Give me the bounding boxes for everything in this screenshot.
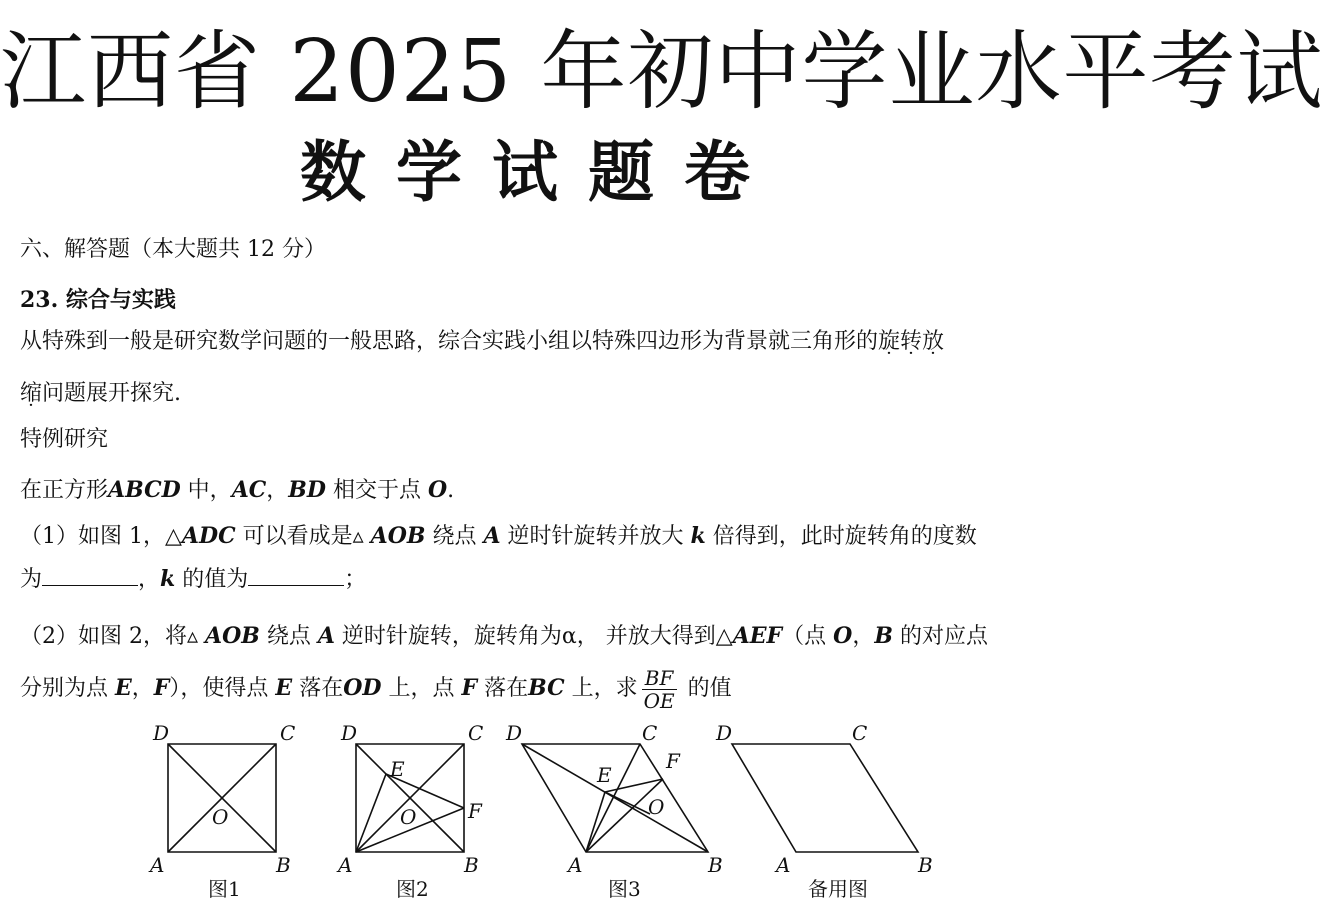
caption-fig1: 图1 xyxy=(208,877,241,901)
math-var: O xyxy=(833,623,853,649)
label-e: E xyxy=(597,763,612,787)
math-var: A xyxy=(317,623,335,649)
diagonal-ac xyxy=(586,744,640,852)
label-d: D xyxy=(716,721,733,745)
label-o: O xyxy=(212,805,229,829)
label-a: A xyxy=(568,853,583,877)
fraction-numerator: BF xyxy=(642,667,677,690)
label-c: C xyxy=(852,721,868,745)
figures-row xyxy=(0,716,1080,924)
text: （2）如图 2，将▵ xyxy=(20,624,206,649)
math-var: k xyxy=(160,566,176,592)
label-c: C xyxy=(280,721,296,745)
text: 分别为点 xyxy=(20,676,115,701)
math-var: B xyxy=(874,623,893,649)
question-title: 23. 综合与实践 xyxy=(20,287,176,313)
label-d: D xyxy=(153,721,170,745)
diagonal-bd xyxy=(522,744,708,852)
text: ， xyxy=(266,478,289,503)
text: 的值 xyxy=(680,676,732,701)
intro-text: 从特殊到一般是研究数学问题的一般思路，综合实践小组以特殊四边形为背景就三角形的 xyxy=(20,329,879,354)
math-var: O xyxy=(427,477,448,503)
text: 逆时针旋转，旋转角为α， 并放大得到△ xyxy=(334,624,733,649)
figure-3 xyxy=(505,721,723,901)
math-var: E xyxy=(275,675,293,701)
text: ），使得点 xyxy=(169,676,276,701)
text: 绕点 xyxy=(259,624,318,649)
exam-title: 江西省 2025 年初中学业水平考试 xyxy=(0,22,1324,122)
text: 中， xyxy=(180,478,232,503)
label-a: A xyxy=(338,853,353,877)
label-a: A xyxy=(150,853,165,877)
text: . xyxy=(447,478,455,503)
text: 倍得到，此时旋转角的度数 xyxy=(705,524,977,549)
emphasis-char: 放 xyxy=(922,329,945,354)
exam-subtitle: 数学试题卷 xyxy=(300,134,780,211)
caption-fig2: 图2 xyxy=(396,877,429,901)
segment-ef xyxy=(605,779,663,792)
math-var: OD xyxy=(343,675,382,701)
label-b: B xyxy=(276,853,291,877)
label-d: D xyxy=(506,721,523,745)
label-c: C xyxy=(642,721,658,745)
text: ， xyxy=(852,624,875,649)
label-b: B xyxy=(918,853,933,877)
part2-line-2 xyxy=(20,664,732,713)
label-c: C xyxy=(468,721,484,745)
answer-blank-k[interactable] xyxy=(248,565,344,586)
text: ， xyxy=(131,676,154,701)
emphasis-char: 旋 xyxy=(878,329,901,354)
parallelogram-abcd xyxy=(732,744,918,852)
math-var: ABCD xyxy=(108,477,181,503)
math-var: F xyxy=(153,675,170,701)
text: 上，求 xyxy=(564,676,638,701)
segment-eo xyxy=(605,792,650,814)
math-var: AC xyxy=(231,477,267,503)
emphasis-char: 缩 xyxy=(20,381,43,406)
text: 的对应点 xyxy=(892,624,988,649)
text: 落在 xyxy=(292,676,344,701)
label-o: O xyxy=(400,805,417,829)
text: ； xyxy=(344,567,367,592)
text: 上，点 xyxy=(381,676,462,701)
intro-text: 问题展开探究. xyxy=(42,381,182,406)
math-var: BD xyxy=(288,477,326,503)
setup-line xyxy=(20,474,454,507)
text: ， xyxy=(138,567,161,592)
math-var: E xyxy=(115,675,132,701)
text: 绕点 xyxy=(425,524,484,549)
text: 相交于点 xyxy=(325,478,428,503)
text: 为 xyxy=(20,567,43,592)
text: 逆时针旋转并放大 xyxy=(500,524,691,549)
math-var: AOB xyxy=(370,523,426,549)
segment-ae xyxy=(356,774,386,852)
answer-blank-angle[interactable] xyxy=(42,565,138,586)
part1-line-1 xyxy=(20,520,977,553)
fraction-bf-oe xyxy=(642,667,677,712)
math-var: AOB xyxy=(205,623,260,649)
math-var: AEF xyxy=(732,623,783,649)
text: 落在 xyxy=(477,676,529,701)
math-var: A xyxy=(483,523,501,549)
part1-line-2 xyxy=(20,563,366,596)
label-d: D xyxy=(341,721,358,745)
math-var: k xyxy=(690,523,706,549)
caption-fig3: 图3 xyxy=(608,877,641,901)
text: （1）如图 1，△ xyxy=(20,524,182,549)
label-f: F xyxy=(468,799,482,823)
fraction-denominator: OE xyxy=(643,688,675,713)
figure-2 xyxy=(336,721,483,901)
figure-1 xyxy=(148,721,295,901)
label-o: O xyxy=(648,795,665,819)
text: 可以看成是▵ xyxy=(235,524,371,549)
intro-line-1 xyxy=(20,326,944,358)
part2-line-1 xyxy=(20,620,988,653)
text: 的值为 xyxy=(175,567,249,592)
section-heading: 六、解答题（本大题共 12 分） xyxy=(20,237,326,262)
text: （点 xyxy=(782,624,834,649)
label-a: A xyxy=(776,853,791,877)
math-var: ADC xyxy=(181,523,236,549)
caption-spare: 备用图 xyxy=(808,877,868,901)
label-b: B xyxy=(708,853,723,877)
label-b: B xyxy=(464,853,479,877)
math-var: BC xyxy=(528,675,565,701)
case-heading: 特例研究 xyxy=(20,427,109,452)
math-var: F xyxy=(461,675,478,701)
label-e: E xyxy=(390,757,405,781)
figure-spare xyxy=(715,721,933,901)
label-f: F xyxy=(666,749,680,773)
emphasis-char: 转 xyxy=(900,329,923,354)
text: 在正方形 xyxy=(20,478,109,503)
intro-line-2 xyxy=(20,378,181,410)
